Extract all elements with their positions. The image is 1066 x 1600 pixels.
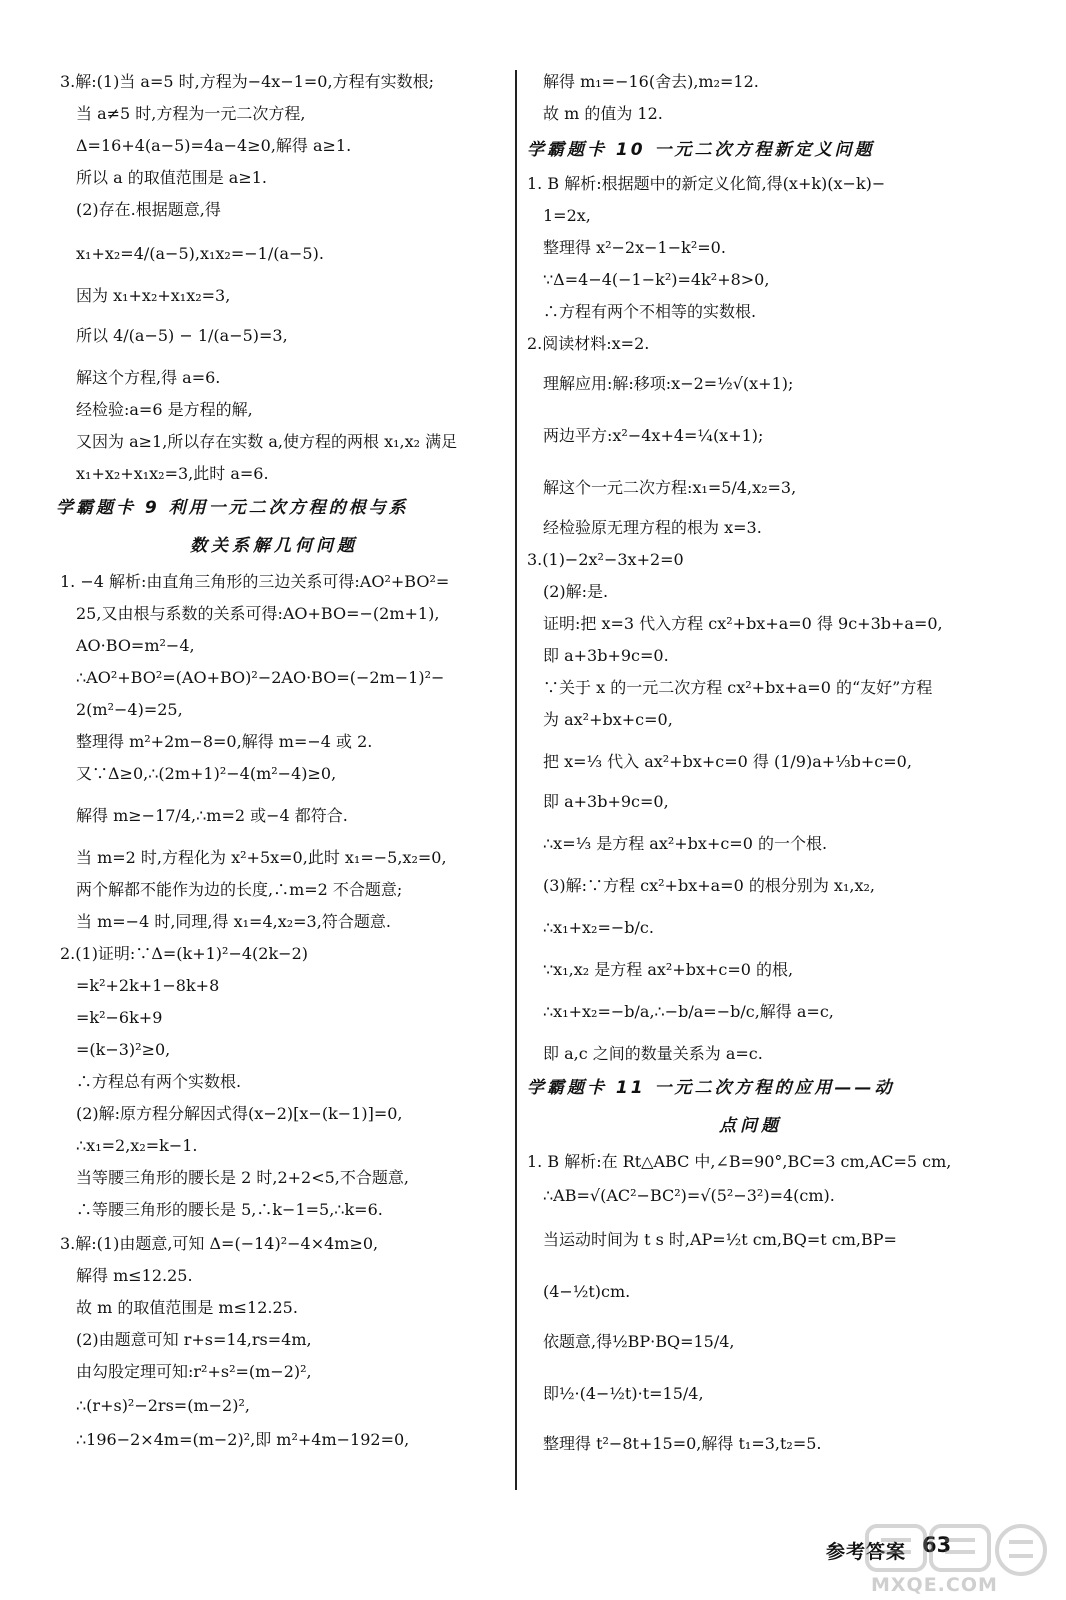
- answer-line: 又∵Δ≥0,∴(2m+1)²−4(m²−4)≥0,: [76, 764, 337, 783]
- answer-line: 即 a+3b+9c=0.: [543, 646, 669, 665]
- answer-line: ∴x₁=2,x₂=k−1.: [76, 1136, 198, 1155]
- answer-line: 解得 m₁=−16(舍去),m₂=12.: [543, 72, 759, 91]
- answer-line: 当 m=−4 时,同理,得 x₁=4,x₂=3,符合题意.: [76, 912, 391, 931]
- answer-line: 解这个一元二次方程:x₁=5/4,x₂=3,: [543, 478, 797, 497]
- answer-line: =k²−6k+9: [76, 1008, 163, 1027]
- answer-line: (3)解:∵方程 cx²+bx+a=0 的根分别为 x₁,x₂,: [543, 876, 875, 895]
- answer-line: 两边平方:x²−4x+4=¼(x+1);: [543, 426, 764, 445]
- watermark-logo: [865, 1522, 1055, 1597]
- answer-line: ∴x=⅓ 是方程 ax²+bx+c=0 的一个根.: [543, 834, 828, 853]
- answer-line: ∴196−2×4m=(m−2)²,即 m²+4m−192=0,: [76, 1430, 410, 1449]
- answer-line: 2.(1)证明:∵Δ=(k+1)²−4(2k−2): [60, 944, 308, 963]
- answer-line: 解得 m≤12.25.: [76, 1266, 193, 1285]
- answer-line: (2)由题意可知 r+s=14,rs=4m,: [76, 1330, 312, 1349]
- answer-line: ∴等腰三角形的腰长是 5,∴k−1=5,∴k=6.: [76, 1200, 383, 1219]
- answer-line: 当 a≠5 时,方程为一元二次方程,: [76, 104, 306, 123]
- page-number: 63: [922, 1533, 952, 1557]
- answer-line: 当 m=2 时,方程化为 x²+5x=0,此时 x₁=−5,x₂=0,: [76, 848, 447, 867]
- answer-line: 解这个方程,得 a=6.: [76, 368, 221, 387]
- answer-line: 故 m 的值为 12.: [543, 104, 663, 123]
- section-heading-9: 学霸题卡 9 利用一元二次方程的根与系: [56, 498, 409, 518]
- section-heading-10: 学霸题卡 10 一元二次方程新定义问题: [527, 140, 875, 160]
- answer-line: (2)解:是.: [543, 582, 609, 601]
- answer-line: ∵Δ=4−4(−1−k²)=4k²+8>0,: [543, 270, 770, 289]
- answer-line: (4−½t)cm.: [543, 1282, 631, 1301]
- answer-line: (2)存在.根据题意,得: [76, 200, 221, 219]
- section-heading-11-cont: 点问题: [719, 1116, 782, 1136]
- answer-line: ∵关于 x 的一元二次方程 cx²+bx+a=0 的“友好”方程: [543, 678, 933, 697]
- answer-line: x₁+x₂=4/(a−5),x₁x₂=−1/(a−5).: [76, 244, 324, 263]
- answer-line: 即 a+3b+9c=0,: [543, 792, 669, 811]
- answer-line: 由勾股定理可知:r²+s²=(m−2)²,: [76, 1362, 312, 1381]
- answer-line: 把 x=⅓ 代入 ax²+bx+c=0 得 (1/9)a+⅓b+c=0,: [543, 752, 912, 771]
- answer-line: 1. B 解析:根据题中的新定义化简,得(x+k)(x−k)−: [527, 174, 886, 193]
- answer-line: 依题意,得½BP·BQ=15/4,: [543, 1332, 735, 1351]
- answer-line: 理解应用:解:移项:x−2=½√(x+1);: [543, 374, 794, 393]
- answer-line: 即 a,c 之间的数量关系为 a=c.: [543, 1044, 763, 1063]
- answer-line: 整理得 m²+2m−8=0,解得 m=−4 或 2.: [76, 732, 373, 751]
- answer-line: 所以 4/(a−5) − 1/(a−5)=3,: [76, 326, 288, 345]
- footer-label: 参考答案: [826, 1541, 907, 1563]
- answer-line: 故 m 的取值范围是 m≤12.25.: [76, 1298, 298, 1317]
- answer-line: 3.解:(1)当 a=5 时,方程为−4x−1=0,方程有实数根;: [60, 72, 434, 91]
- answer-line: 所以 a 的取值范围是 a≥1.: [76, 168, 268, 187]
- answer-line: 为 ax²+bx+c=0,: [543, 710, 673, 729]
- answer-line: ∵x₁,x₂ 是方程 ax²+bx+c=0 的根,: [543, 960, 794, 979]
- answer-line: 3.(1)−2x²−3x+2=0: [527, 550, 684, 569]
- answer-line: 又因为 a≥1,所以存在实数 a,使方程的两根 x₁,x₂ 满足: [76, 432, 458, 451]
- answer-line: 经检验原无理方程的根为 x=3.: [543, 518, 762, 537]
- watermark-badge-icon: [865, 1522, 1055, 1577]
- answer-line: 3.解:(1)由题意,可知 Δ=(−14)²−4×4m≥0,: [60, 1234, 379, 1253]
- answer-line: ∴x₁+x₂=−b/c.: [543, 918, 654, 937]
- answer-line: 2(m²−4)=25,: [76, 700, 183, 719]
- answer-line: 证明:把 x=3 代入方程 cx²+bx+a=0 得 9c+3b+a=0,: [543, 614, 943, 633]
- answer-line: ∴AB=√(AC²−BC²)=√(5²−3²)=4(cm).: [543, 1186, 835, 1205]
- answer-line: 两个解都不能作为边的长度,∴m=2 不合题意;: [76, 880, 403, 899]
- answer-line: 2.阅读材料:x=2.: [527, 334, 650, 353]
- section-heading-9-cont: 数关系解几何问题: [190, 536, 358, 556]
- answer-line: (2)解:原方程分解因式得(x−2)[x−(k−1)]=0,: [76, 1104, 403, 1123]
- answer-line: 解得 m≥−17/4,∴m=2 或−4 都符合.: [76, 806, 348, 825]
- answer-line: ∴x₁+x₂=−b/a,∴−b/a=−b/c,解得 a=c,: [543, 1002, 834, 1021]
- answer-line: 当等腰三角形的腰长是 2 时,2+2<5,不合题意,: [76, 1168, 409, 1187]
- answer-line: Δ=16+4(a−5)=4a−4≥0,解得 a≥1.: [76, 136, 352, 155]
- watermark-url: MXQE.COM: [871, 1574, 998, 1596]
- answer-line: 整理得 x²−2x−1−k²=0.: [543, 238, 726, 257]
- answer-line: ∴AO²+BO²=(AO+BO)²−2AO·BO=(−2m−1)²−: [76, 668, 445, 687]
- answer-line: =k²+2k+1−8k+8: [76, 976, 220, 995]
- answer-line: x₁+x₂+x₁x₂=3,此时 a=6.: [76, 464, 269, 483]
- answer-line: 即½·(4−½t)·t=15/4,: [543, 1384, 704, 1403]
- answer-line: 整理得 t²−8t+15=0,解得 t₁=3,t₂=5.: [543, 1434, 822, 1453]
- answer-line: 1. B 解析:在 Rt△ABC 中,∠B=90°,BC=3 cm,AC=5 cm,: [527, 1152, 952, 1171]
- answer-line: 因为 x₁+x₂+x₁x₂=3,: [76, 286, 231, 305]
- answer-line: 1. −4 解析:由直角三角形的三边关系可得:AO²+BO²=: [60, 572, 450, 591]
- answer-line: AO·BO=m²−4,: [76, 636, 195, 655]
- answer-line: 当运动时间为 t s 时,AP=½t cm,BQ=t cm,BP=: [543, 1230, 897, 1249]
- answer-line: 25,又由根与系数的关系可得:AO+BO=−(2m+1),: [76, 604, 440, 623]
- answer-line: ∴(r+s)²−2rs=(m−2)²,: [76, 1396, 250, 1415]
- answer-line: ∴方程有两个不相等的实数根.: [543, 302, 757, 321]
- section-heading-11: 学霸题卡 11 一元二次方程的应用——动: [527, 1078, 895, 1098]
- answer-line: =(k−3)²≥0,: [76, 1040, 171, 1059]
- answer-line: 经检验:a=6 是方程的解,: [76, 400, 253, 419]
- column-divider: [515, 70, 517, 1490]
- answer-line: 1=2x,: [543, 206, 591, 225]
- answer-line: ∴方程总有两个实数根.: [76, 1072, 242, 1091]
